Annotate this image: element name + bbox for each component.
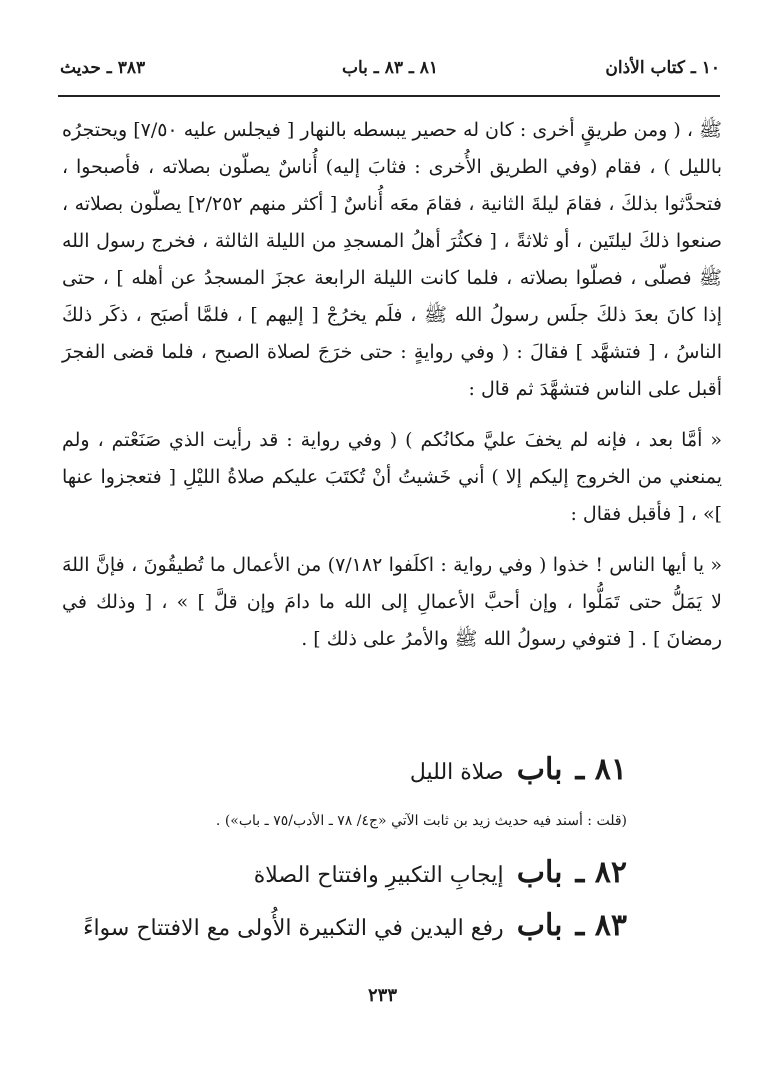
page-number: ٢٣٣ (367, 985, 397, 1006)
paragraph-3: « يا أيها الناس ! خذوا ( وفي رواية : اكلَفوا ٧/١٨٢) من الأعمال ما تُطيقُونَ ، فإنَّ اللهَ لا يَمَلُّ حتى تَمَلُّوا ، وإن أحبَّ الأعمالِ إلى الله ما دامَ وإن قلَّ ] » ، [ وذلك في رمضانَ ] . [ فتوفي رسولُ الله ﷺ والأمرُ على ذلك ] . (62, 554, 722, 650)
hadith-text (62, 112, 722, 658)
chapter-word: باب (516, 908, 563, 943)
chapter-word: باب (516, 752, 563, 787)
editor-note: (قلت : أسند فيه حديث زيد بن ثابت الآتي «ج٤/ ٧٨ ـ الأدب/٧٥ ـ باب») . (215, 813, 627, 829)
header-hadith-number: ٣٨٣ ـ حديث (60, 58, 146, 78)
chapter-number: ٨٣ ـ (575, 908, 627, 943)
header-chapter: ١٠ ـ كتاب الأذان (605, 58, 720, 78)
chapter-heading-82 (254, 855, 627, 890)
header-sections: ٨١ ـ ٨٣ ـ باب (341, 58, 439, 78)
chapter-heading-83 (83, 908, 627, 943)
running-header (60, 50, 720, 86)
chapter-number: ٨١ ـ (575, 752, 627, 787)
paragraph-1: ﷺ ، ( ومن طريقٍ أخرى : كان له حصير يبسطه بالنهار [ فيجلس عليه ٧/٥٠] ويحتجرُه بالليل ) ، فقام (وفي الطريق الأُخرى : فثابَ إليه) أُناسٌ يصلّون بصلاته ، فأصبحوا ، فتحدَّثوا بذلكَ ، فقامَ ليلةَ الثانية ، فقامَ معَه أُناسٌ [ أكثر منهم ٢/٢٥٢] يصلّون بصلاته ، صنعوا ذلكَ ليلتَين ، أو ثلاثةً ، [ فكثُرَ أهلُ المسجدِ من الليلة الثالثة ، فخرج رسول الله ﷺ فصلّى ، فصلّوا بصلاته ، فلما كانت الليلة الرابعة عجزَ المسجدُ عن أهله ] ، حتى إذا كانَ بعدَ ذلكَ جلَس رسولُ الله ﷺ ، فلَم يخرُجْ [ إليهم ] ، فلمَّا أصبَح ، ذكَر ذلكَ الناسُ ، [ فتشهَّد ] فقالَ : ( وفي روايةٍ : حتى خرَجَ لصلاة الصبح ، فلما قضى الفجرَ أقبل على الناس فتشهَّدَ ثم قال : (62, 119, 723, 400)
chapter-word: باب (516, 855, 563, 890)
chapter-title: رفع اليدين في التكبيرة الأُولى مع الافتتاح سواءً (83, 916, 504, 941)
chapter-title: إيجابِ التكبيرِ وافتتاح الصلاة (253, 863, 504, 888)
paragraph-2: « أمَّا بعد ، فإنه لم يخفَ عليَّ مكانُكم ) ( وفي رواية : قد رأيت الذي صَنَعْتم ، ولم يمنعني من الخروج إليكم إلا ) أني خَشيتُ أنْ تُكتَبَ عليكم صلاةُ الليْلِ [ فتعجزوا عنها ]» ، [ فأقبل فقال : (62, 429, 722, 525)
chapter-title: صلاة الليل (409, 760, 504, 785)
chapter-number: ٨٢ ـ (575, 855, 627, 890)
chapter-heading-81 (410, 752, 627, 787)
header-divider (58, 95, 720, 97)
